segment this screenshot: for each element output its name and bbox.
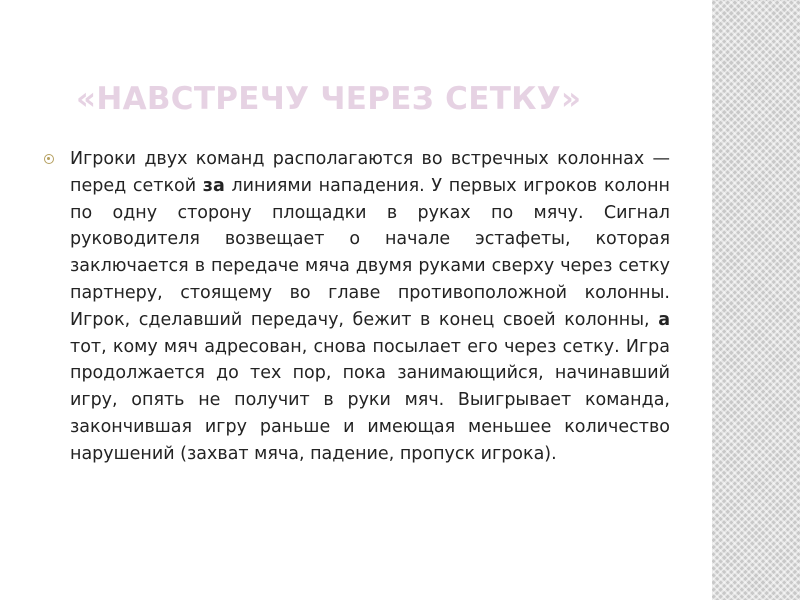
body-bold-word-1: за xyxy=(202,175,225,196)
body-text-part-2: линиями нападения. У первых игроков колонн по одну сторону площадки в руках по мячу. Сигнал руководителя возвещает о начале эстафеты, которая заключается в передаче мяча двумя руками сверху через сетку партнеру, стоящему во главе противоположной колонны. Игрок, сделавший передачу, бежит в конец своей колонны, xyxy=(70,175,670,330)
ring-bullet-icon xyxy=(44,154,54,164)
body-bold-word-2: а xyxy=(658,309,670,330)
body-paragraph xyxy=(70,146,670,468)
bullet-item xyxy=(40,146,670,468)
body-text-part-1: Игроки двух команд располагаются во встречных колоннах — перед сеткой xyxy=(70,149,670,196)
decorative-side-band xyxy=(712,0,800,600)
body-text-part-3: тот, кому мяч адресован, снова посылает его через сетку. Игра продолжается до тех пор, пока занимающийся, начинавший игру, опять не получит в руки мяч. Выигрывает команда, закончившая игру раньше и имеющая меньшее количество нарушений (захват мяча, падение, пропуск игрока). xyxy=(70,336,670,464)
slide-content xyxy=(40,146,670,468)
slide-title: «НАВСТРЕЧУ ЧЕРЕЗ СЕТКУ» xyxy=(76,81,582,117)
